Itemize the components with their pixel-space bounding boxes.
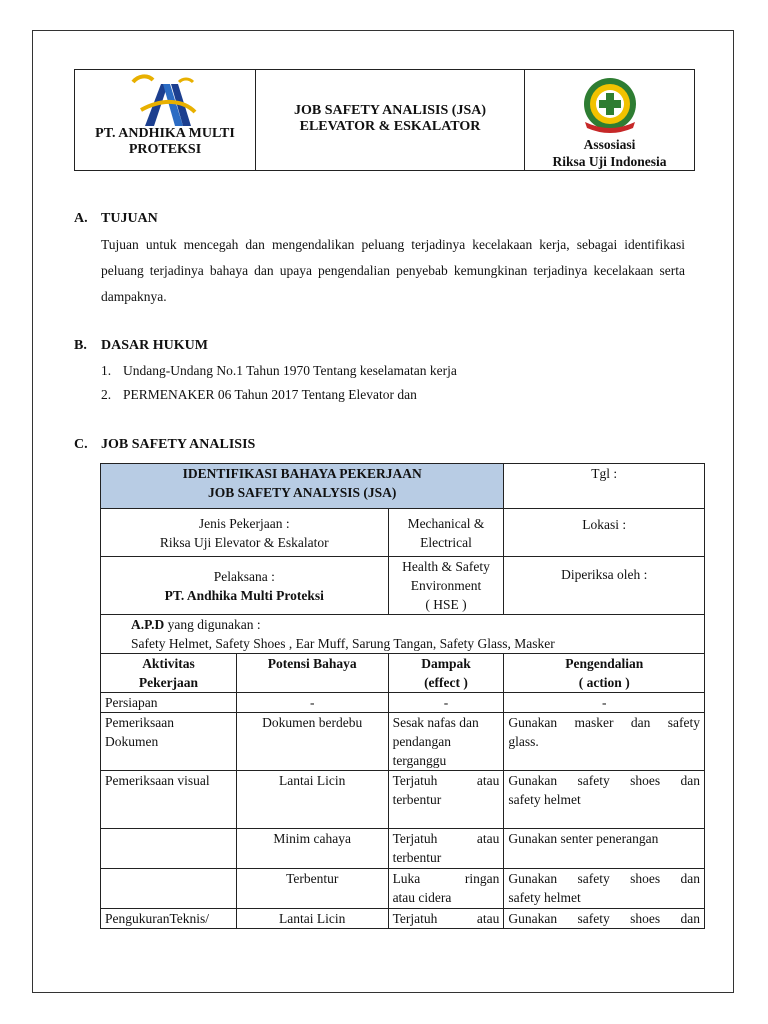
title-cell xyxy=(256,70,525,171)
activity-cell: Pemeriksaan visual xyxy=(101,771,237,829)
association-name-line1: Assosiasi xyxy=(583,137,636,152)
hazard-cell: Minim cahaya xyxy=(236,829,388,869)
hazard-cell: Terbentur xyxy=(236,869,388,909)
jsa-heading-cell xyxy=(101,464,504,509)
section-b-title: DASAR HUKUM xyxy=(101,338,208,353)
executor-value: PT. Andhika Multi Proteksi xyxy=(164,588,324,603)
ppe-label: A.P.D xyxy=(131,617,165,632)
hse-cell xyxy=(388,557,504,615)
legal-basis-item xyxy=(101,363,457,379)
location-label: Lokasi : xyxy=(582,517,627,532)
association-seal-icon xyxy=(575,74,645,136)
ppe-list: Safety Helmet, Safety Shoes , Ear Muff, Sarung Tangan, Safety Glass, Masker xyxy=(131,636,555,651)
col-activity-line2: Pekerjaan xyxy=(138,675,199,690)
legal-basis-number: 2. xyxy=(101,387,112,402)
company-cell xyxy=(75,70,256,171)
company-name-line2: PROTEKSI xyxy=(128,142,202,157)
activity-cell: Persiapan xyxy=(101,693,237,713)
col-impact-header xyxy=(388,654,504,693)
section-b-letter: B. xyxy=(74,338,87,353)
control-cell xyxy=(504,909,705,929)
activity-line: Dokumen xyxy=(105,734,159,749)
company-name-line1: PT. ANDHIKA MULTI xyxy=(95,126,235,141)
control-line: safety helmet xyxy=(508,890,581,905)
table-row xyxy=(101,713,705,771)
section-c-title: JOB SAFETY ANALISIS xyxy=(101,437,256,452)
section-c-heading xyxy=(74,437,255,453)
control-line: Gunakan masker dan safety xyxy=(508,715,700,730)
association-name-line2: Riksa Uji Indonesia xyxy=(552,154,667,169)
control-cell xyxy=(504,869,705,909)
impact-line: Terjatuh atau xyxy=(392,831,500,846)
activity-cell xyxy=(101,829,237,869)
control-line: glass. xyxy=(508,734,539,749)
col-hazard-label: Potensi Bahaya xyxy=(267,656,357,671)
section-b-heading xyxy=(74,338,208,354)
table-row xyxy=(101,869,705,909)
executor-label: Pelaksana : xyxy=(213,569,275,584)
col-activity-line1: Aktivitas xyxy=(142,656,195,671)
impact-cell xyxy=(388,869,504,909)
impact-line: atau cidera xyxy=(392,890,452,905)
control-cell: - xyxy=(504,693,705,713)
work-type-label: Jenis Pekerjaan : xyxy=(198,516,290,531)
impact-cell xyxy=(388,829,504,869)
table-row xyxy=(101,829,705,869)
category-line1: Mechanical & xyxy=(407,516,485,531)
activity-cell xyxy=(101,869,237,909)
table-row xyxy=(101,771,705,829)
control-line: Gunakan safety shoes dan xyxy=(508,911,700,926)
jsa-table xyxy=(100,463,705,929)
hse-line3: ( HSE ) xyxy=(425,597,467,612)
hazard-cell: Lantai Licin xyxy=(236,771,388,829)
impact-line: terbentur xyxy=(392,792,442,807)
impact-cell: - xyxy=(388,693,504,713)
legal-basis-text: PERMENAKER 06 Tahun 2017 Tentang Elevator dan xyxy=(123,387,417,402)
association-seal xyxy=(525,70,694,136)
col-impact-line1: Dampak xyxy=(421,656,471,671)
date-cell xyxy=(504,464,705,509)
work-type-cell xyxy=(101,509,389,557)
jsa-heading-line2: JOB SAFETY ANALYSIS (JSA) xyxy=(207,485,397,500)
legal-basis-text: Undang-Undang No.1 Tahun 1970 Tentang keselamatan kerja xyxy=(123,363,457,378)
location-cell xyxy=(504,509,705,557)
hazard-cell: Lantai Licin xyxy=(236,909,388,929)
date-label: Tgl : xyxy=(591,466,618,481)
executor-cell xyxy=(101,557,389,615)
table-row xyxy=(101,693,705,713)
activity-line: Pemeriksaan xyxy=(105,715,174,730)
document-title-line2: ELEVATOR & ESKALATOR xyxy=(299,119,481,134)
document-title-line1: JOB SAFETY ANALISIS (JSA) xyxy=(293,103,487,118)
legal-basis-item xyxy=(101,387,417,403)
control-cell xyxy=(504,713,705,771)
category-line2: Electrical xyxy=(420,535,472,550)
impact-line: terbentur xyxy=(392,850,442,865)
hse-line2: Environment xyxy=(410,578,482,593)
jsa-heading-line1: IDENTIFIKASI BAHAYA PEKERJAAN xyxy=(182,466,422,481)
col-hazard-header xyxy=(236,654,388,693)
control-line: safety helmet xyxy=(508,792,581,807)
control-cell: Gunakan senter penerangan xyxy=(504,829,705,869)
table-row xyxy=(101,909,705,929)
impact-line: Terjatuh atau xyxy=(392,911,500,926)
impact-line: terganggu xyxy=(392,753,447,768)
activity-cell: PengukuranTeknis/ xyxy=(101,909,237,929)
impact-cell xyxy=(388,713,504,771)
control-cell xyxy=(504,771,705,829)
ppe-cell xyxy=(101,615,705,654)
col-impact-line2: (effect ) xyxy=(424,675,468,690)
hazard-text: Dokumen berdebu xyxy=(262,715,363,730)
col-activity-header xyxy=(101,654,237,693)
legal-basis-number: 1. xyxy=(101,363,112,378)
company-logo xyxy=(75,70,255,126)
control-line: Gunakan safety shoes dan xyxy=(508,773,700,788)
checked-by-cell xyxy=(504,557,705,615)
hazard-cell: - xyxy=(236,693,388,713)
activity-cell xyxy=(101,713,237,771)
impact-line: pendangan xyxy=(392,734,452,749)
table-column-headers xyxy=(101,654,705,693)
hazard-cell xyxy=(236,713,388,771)
hse-line1: Health & Safety xyxy=(402,559,490,574)
company-logo-icon xyxy=(75,70,255,130)
ppe-label-suffix: yang digunakan : xyxy=(164,617,261,632)
impact-line: Terjatuh atau xyxy=(392,773,500,788)
control-line: Gunakan safety shoes dan xyxy=(508,871,700,886)
impact-cell xyxy=(388,771,504,829)
section-a-title: TUJUAN xyxy=(101,211,158,226)
col-control-line2: ( action ) xyxy=(578,675,630,690)
work-type-value: Riksa Uji Elevator & Eskalator xyxy=(159,535,329,550)
checked-by-label: Diperiksa oleh : xyxy=(561,567,648,582)
impact-line: Sesak nafas dan xyxy=(392,715,479,730)
category-cell xyxy=(388,509,504,557)
impact-cell xyxy=(388,909,504,929)
col-control-header xyxy=(504,654,705,693)
col-control-line1: Pengendalian xyxy=(565,656,644,671)
section-a-heading xyxy=(74,211,158,227)
section-a-letter: A. xyxy=(74,211,88,226)
section-a-text: Tujuan untuk mencegah dan mengendalikan peluang terjadinya kecelakaan kerja, sebagai identifikasi peluang terjadinya bahaya dan upaya pengendalian penyebab kemungkinan terjadinya kecelakaan serta dampaknya. xyxy=(101,237,685,304)
impact-line: Luka ringan xyxy=(392,871,500,886)
section-c-letter: C. xyxy=(74,437,88,452)
association-cell xyxy=(525,70,695,171)
document-header xyxy=(74,69,695,171)
